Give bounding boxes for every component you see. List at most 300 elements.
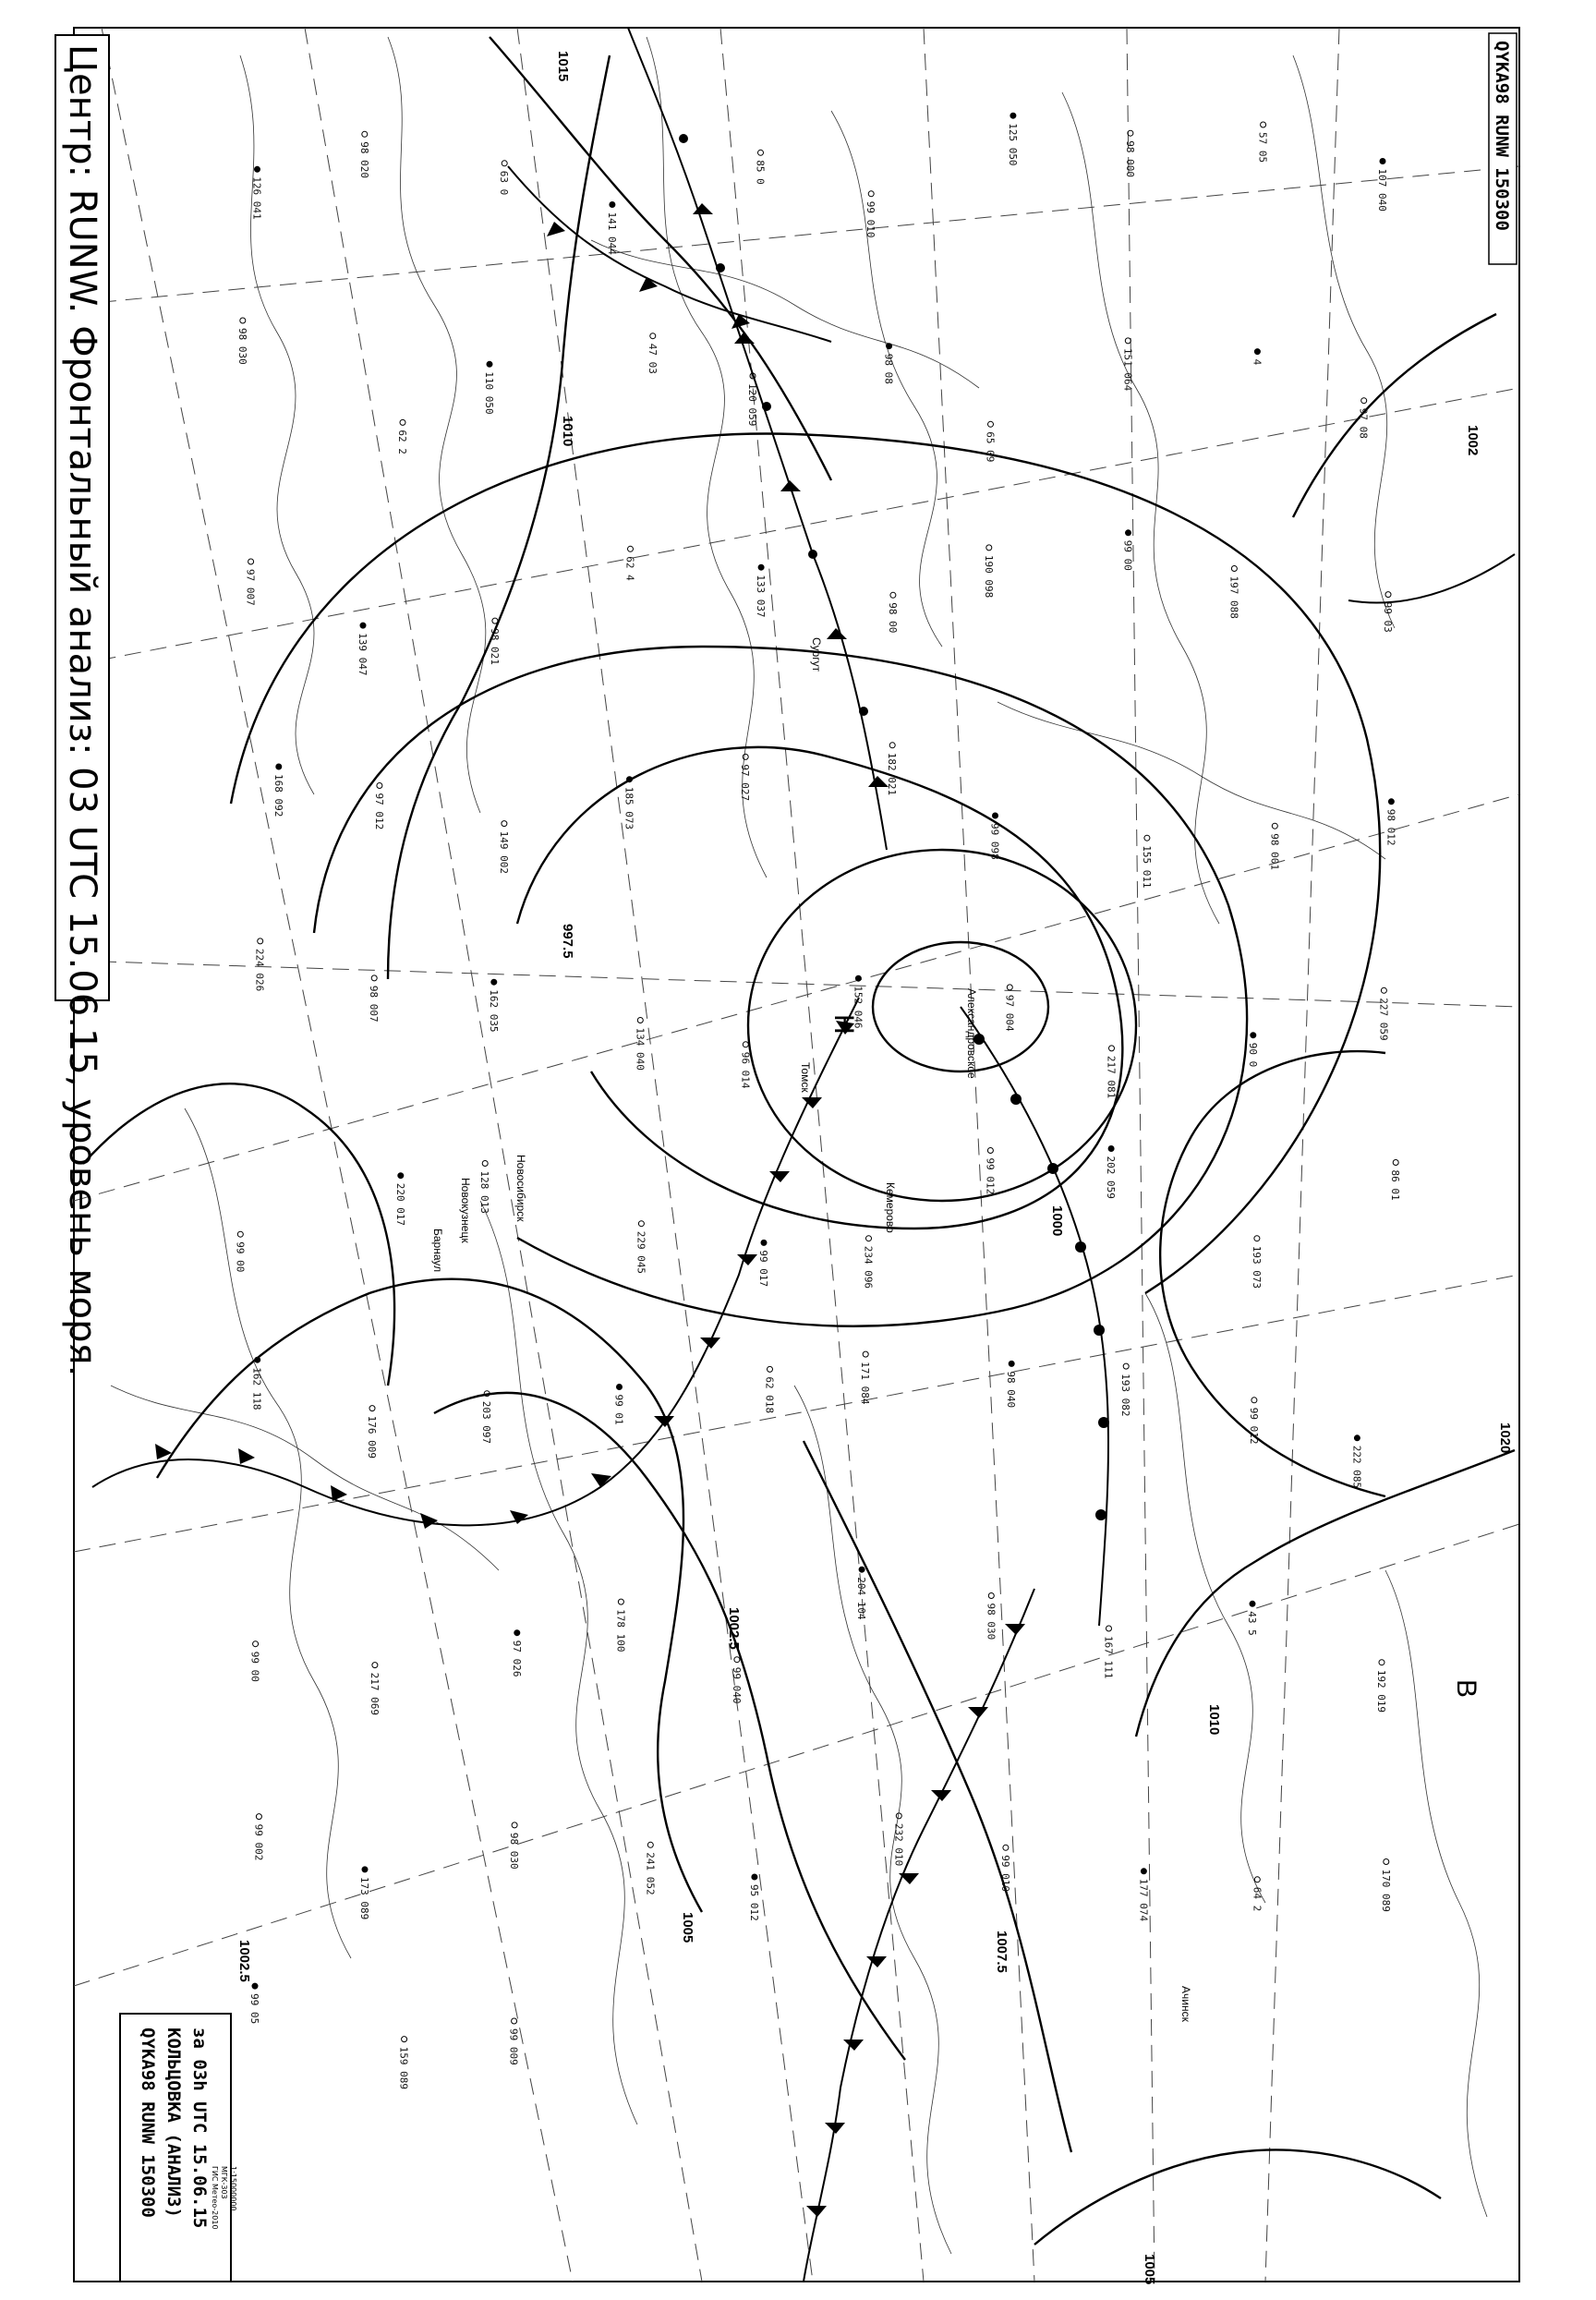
- isobar-997-5: [517, 747, 1122, 1229]
- station-value: 173 089: [358, 1876, 370, 1920]
- info-box-line2: КОЛЬЦОВКА (АНАЛИЗ): [163, 2028, 184, 2218]
- station-plot: [746, 373, 758, 426]
- station-plot: [1251, 349, 1263, 366]
- station-marker: [1272, 823, 1277, 829]
- station-marker: [1254, 1236, 1260, 1241]
- station-value: 192 019: [1375, 1669, 1387, 1713]
- isobar-1002-top: [1293, 314, 1496, 517]
- isobar-1002: [231, 433, 1380, 1293]
- isobar-label: 1002: [1465, 425, 1481, 456]
- station-plot: [368, 975, 380, 1023]
- station-value: 185 073: [623, 786, 635, 830]
- station-plot: [1247, 1033, 1259, 1068]
- station-marker: [628, 546, 634, 551]
- isobar-label: 1002.5: [236, 1940, 252, 1982]
- isobar-label: 1005: [1142, 2254, 1157, 2285]
- station-marker: [1126, 530, 1131, 536]
- place-name: Сургут: [810, 637, 823, 672]
- station-marker: [627, 777, 633, 782]
- station-marker: [482, 1161, 488, 1167]
- station-value: 217 081: [1105, 1055, 1118, 1099]
- station-value: 190 098: [982, 554, 995, 599]
- station-marker: [1003, 1845, 1009, 1850]
- station-value: 99 00: [234, 1241, 247, 1273]
- info-box-line1: QYKA98 RUNW 150300: [138, 2028, 158, 2218]
- station-value: 134 040: [634, 1027, 647, 1071]
- station-value: 99 03: [1382, 601, 1394, 633]
- station-value: 95 012: [747, 1884, 760, 1921]
- station-plot: [1248, 1398, 1260, 1445]
- station-marker: [369, 1406, 375, 1411]
- station-marker: [1380, 159, 1385, 164]
- station-marker: [1261, 122, 1266, 127]
- station-plot: [1257, 122, 1269, 163]
- station-marker: [256, 1814, 261, 1820]
- station-marker: [855, 975, 861, 981]
- station-marker: [1354, 1435, 1360, 1441]
- info-box: [120, 2014, 237, 2282]
- station-marker: [1231, 566, 1237, 572]
- isobar-label: 1020: [1497, 1422, 1513, 1454]
- station-plot: [272, 764, 284, 817]
- station-plot: [755, 564, 767, 617]
- station-marker: [758, 150, 764, 155]
- station-marker: [1384, 1859, 1389, 1865]
- station-plot: [1389, 1160, 1401, 1201]
- info-box-line3: за 03h UTC 15.06.15: [189, 2028, 210, 2229]
- station-marker: [514, 1630, 520, 1636]
- station-value: 227 059: [1377, 998, 1390, 1041]
- station-plot: [398, 2037, 410, 2089]
- station-plot: [1251, 1236, 1263, 1289]
- station-marker: [1250, 1601, 1255, 1606]
- station-plot: [624, 546, 636, 581]
- station-plot: [511, 1630, 523, 1677]
- station-value: 65 09: [984, 431, 997, 463]
- station-value: 162 118: [250, 1367, 263, 1410]
- station-marker: [253, 1641, 259, 1647]
- station-marker: [617, 1385, 623, 1390]
- geography-lines: [111, 37, 1487, 2254]
- station-value: 204 104: [855, 1577, 868, 1620]
- station-plot: [498, 161, 510, 196]
- station-plot: [358, 131, 370, 178]
- station-marker: [889, 743, 895, 748]
- station-plot: [248, 1983, 260, 2024]
- station-value: 99 05: [248, 1993, 260, 2025]
- station-plot: [1377, 987, 1389, 1040]
- station-plot: [755, 150, 767, 185]
- station-plot: [985, 1593, 997, 1640]
- station-plot: [859, 1351, 871, 1405]
- station-value: 62 4: [623, 556, 636, 581]
- station-plot: [623, 777, 635, 829]
- station-value: 193 082: [1119, 1374, 1132, 1417]
- station-value: 234 096: [862, 1245, 875, 1289]
- isobar-1015: [490, 37, 831, 480]
- station-plot: [614, 1599, 626, 1652]
- station-plot: [1007, 113, 1019, 165]
- station-plot: [1251, 1877, 1263, 1912]
- station-marker: [743, 754, 748, 759]
- station-marker: [610, 202, 615, 208]
- station-marker: [276, 764, 282, 769]
- station-marker: [362, 131, 368, 137]
- station-value: 203 097: [480, 1400, 493, 1445]
- station-marker: [502, 821, 507, 827]
- station-value: 241 052: [644, 1852, 657, 1895]
- station-plot: [644, 1842, 656, 1894]
- station-plot: [1358, 398, 1370, 439]
- station-value: 98 012: [1384, 808, 1397, 846]
- station-value: 97 027: [739, 764, 752, 802]
- header-code-group: [1489, 33, 1517, 264]
- station-value: 220 017: [393, 1182, 406, 1227]
- station-marker: [993, 813, 998, 818]
- isobar-label: 1002.5: [726, 1607, 742, 1650]
- station-value: 155 011: [1140, 845, 1153, 889]
- station-marker: [1254, 349, 1260, 355]
- station-value: 177 074: [1137, 1878, 1150, 1922]
- station-marker: [512, 1822, 517, 1828]
- station-value: 171 084: [859, 1362, 872, 1405]
- station-plot: [373, 783, 385, 830]
- station-value: 232 010: [892, 1822, 905, 1867]
- station-plot: [886, 743, 898, 795]
- station-marker: [487, 361, 492, 367]
- coordinate-grid: [74, 28, 1519, 2285]
- station-plot: [984, 1148, 996, 1195]
- station-marker: [1106, 1626, 1112, 1631]
- station-plot: [251, 1357, 263, 1410]
- front-right-upper: [1348, 554, 1515, 603]
- station-plot: [606, 202, 618, 256]
- station-value: 62 018: [763, 1376, 776, 1414]
- station-value: 99 012: [1247, 1407, 1260, 1445]
- station-marker: [866, 1236, 872, 1241]
- station-marker: [491, 979, 497, 985]
- station-marker: [1109, 1046, 1115, 1051]
- station-plot: [985, 421, 997, 462]
- station-plot: [357, 623, 369, 675]
- station-value: 98 030: [236, 328, 248, 365]
- station-plot: [1376, 159, 1388, 212]
- station-plot: [358, 1867, 370, 1919]
- station-plot: [647, 333, 659, 374]
- station-value: 86 01: [1389, 1169, 1402, 1201]
- station-marker: [1379, 1660, 1384, 1665]
- station-value: 63 0: [498, 170, 511, 196]
- fronts: [92, 28, 1515, 2285]
- station-marker: [863, 1351, 868, 1357]
- isobars: [83, 37, 1515, 2245]
- station-marker: [618, 1599, 623, 1604]
- station-value: 168 092: [272, 774, 284, 817]
- station-value: 85 0: [754, 160, 767, 185]
- station-plot: [1227, 566, 1239, 619]
- station-value: 162 035: [487, 989, 500, 1033]
- station-marker: [1381, 987, 1386, 993]
- station-plot: [498, 821, 510, 874]
- station-plot: [863, 1236, 875, 1289]
- station-value: 159 089: [397, 2046, 410, 2089]
- station-marker: [986, 545, 992, 551]
- station-value: 99 040: [730, 1666, 743, 1704]
- station-marker: [377, 783, 382, 789]
- station-plot: [394, 1173, 406, 1226]
- station-marker: [248, 559, 254, 564]
- station-value: 98 000: [1123, 140, 1136, 177]
- station-plot: [251, 166, 263, 219]
- station-plot: [245, 559, 257, 606]
- station-marker: [1009, 1361, 1014, 1366]
- station-marker: [258, 938, 263, 944]
- station-value: 99 009: [507, 2028, 520, 2065]
- station-value: 99 002: [252, 1823, 265, 1861]
- isobar-high-closed: [1160, 1051, 1385, 1496]
- station-plot: [1382, 592, 1394, 633]
- station-plot: [1124, 130, 1136, 177]
- station-marker: [362, 1867, 368, 1872]
- isobar-label: 1000: [1049, 1205, 1065, 1237]
- station-value: 99 012: [984, 1157, 997, 1195]
- info-box-software-2: МГК-303: [220, 2166, 228, 2199]
- station-marker: [1388, 799, 1394, 805]
- station-marker: [371, 975, 377, 981]
- station-value: 97 026: [510, 1640, 523, 1677]
- isobar-label: 1010: [1206, 1704, 1222, 1736]
- station-plot: [249, 1641, 261, 1682]
- station-marker: [637, 1018, 643, 1023]
- station-marker: [1125, 338, 1130, 344]
- station-plot: [508, 2018, 520, 2065]
- station-value: 126 041: [250, 176, 263, 220]
- station-value: 193 073: [1250, 1245, 1263, 1289]
- station-value: 98 08: [882, 353, 895, 384]
- station-value: 110 050: [483, 371, 495, 415]
- station-value: 182 021: [886, 752, 899, 796]
- station-plot: [1141, 835, 1153, 888]
- isobar-label: 1015: [555, 51, 571, 82]
- station-value: 224 026: [253, 948, 266, 992]
- station-plot: [748, 1874, 760, 1921]
- low-center-label: Н: [828, 1014, 859, 1035]
- station-value: 176 009: [366, 1415, 378, 1459]
- high-center-label: В: [1451, 1679, 1481, 1699]
- occluded-front: [628, 28, 887, 850]
- station-marker: [758, 564, 764, 570]
- station-value: 57 05: [1256, 132, 1269, 163]
- station-value: 141 044: [605, 212, 618, 255]
- station-value: 98 020: [357, 141, 370, 179]
- station-plot: [852, 975, 864, 1028]
- station-plot: [634, 1018, 646, 1071]
- station-value: 149 002: [497, 830, 510, 874]
- station-plot: [757, 1240, 769, 1287]
- station-value: 98 007: [368, 985, 381, 1023]
- station-plot: [1105, 1146, 1117, 1199]
- station-marker: [1108, 1146, 1114, 1152]
- station-plot: [1268, 823, 1280, 870]
- station-marker: [402, 2037, 407, 2042]
- station-value: 98 021: [488, 628, 501, 665]
- station-plot: [1384, 799, 1396, 846]
- header-code: QYKA98 RUNW 150300: [1492, 41, 1512, 231]
- station-value: 167 111: [1102, 1636, 1115, 1679]
- station-plot: [1003, 985, 1015, 1032]
- station-marker: [1385, 592, 1391, 598]
- station-value: 99 00: [1121, 539, 1134, 571]
- station-marker: [647, 1842, 653, 1847]
- station-marker: [868, 191, 874, 197]
- station-value: 99 00: [248, 1651, 261, 1682]
- station-value: 98 030: [508, 1832, 521, 1870]
- isobar-1005-bottom: [1034, 2149, 1441, 2245]
- station-value: 125 050: [1006, 123, 1019, 166]
- station-value: 128 013: [478, 1170, 491, 1214]
- station-value: 98 040: [1005, 1371, 1018, 1409]
- station-value: 197 088: [1227, 575, 1240, 619]
- place-name: Кемерово: [884, 1182, 897, 1233]
- station-marker: [255, 166, 260, 172]
- station-value: 139 047: [357, 633, 369, 676]
- station-plot: [887, 592, 899, 633]
- station-plot: [1122, 530, 1134, 571]
- station-plot: [892, 1813, 904, 1866]
- isobar-label: 1010: [560, 416, 575, 447]
- station-plot: [731, 1657, 743, 1704]
- station-plot: [613, 1385, 625, 1425]
- station-value: 152 046: [852, 986, 864, 1029]
- station-plot: [396, 419, 408, 454]
- station-plot: [764, 1366, 776, 1413]
- station-value: 229 045: [635, 1230, 647, 1275]
- station-marker: [255, 1357, 260, 1362]
- station-value: 133 037: [755, 575, 768, 618]
- station-plot: [983, 545, 995, 598]
- place-names: [431, 637, 1192, 2023]
- station-plot: [369, 1663, 381, 1715]
- station-value: 170 089: [1379, 1869, 1392, 1912]
- station-marker: [859, 1567, 864, 1572]
- station-marker: [1251, 1033, 1256, 1038]
- station-plot: [1119, 1363, 1131, 1416]
- station-plot: [1103, 1626, 1115, 1678]
- station-marker: [372, 1663, 378, 1668]
- station-plot: [234, 1231, 246, 1272]
- station-value: 222 085: [1350, 1445, 1363, 1489]
- info-box-software-3: 1:15000000: [229, 2166, 237, 2211]
- station-marker: [1361, 398, 1367, 404]
- station-plot: [488, 979, 500, 1032]
- isobar-low-second: [748, 850, 1136, 1201]
- station-plot: [1246, 1601, 1258, 1636]
- station-plot: [1005, 1361, 1017, 1408]
- station-marker: [1144, 835, 1150, 841]
- station-plot: [366, 1406, 378, 1459]
- station-value: 217 069: [368, 1672, 381, 1715]
- station-value: 99 01: [612, 1394, 625, 1425]
- station-marker: [1007, 985, 1012, 990]
- station-plot: [883, 344, 895, 384]
- station-marker: [237, 1231, 243, 1237]
- station-value: 4: [1251, 358, 1264, 366]
- station-marker: [768, 1366, 773, 1372]
- station-marker: [492, 618, 498, 623]
- station-value: 98 00: [886, 602, 899, 634]
- isobar-label: 997.5: [560, 924, 575, 959]
- station-value: 120 059: [746, 383, 758, 427]
- station-value: 178 100: [614, 1609, 627, 1652]
- station-value: 107 040: [1376, 168, 1388, 212]
- place-name: Томск: [799, 1062, 812, 1093]
- station-plot: [480, 1391, 492, 1444]
- place-name: Новокузнецк: [459, 1178, 472, 1243]
- info-box-software-1: ГИС Метео-2010: [211, 2166, 219, 2230]
- station-plot: [635, 1221, 647, 1274]
- station-marker: [1251, 1398, 1257, 1403]
- map-title: Центр: RUNW. Фронтальный анализ: 03 UTC 15.06.15, уровень моря.: [61, 44, 103, 1377]
- station-plot: [1350, 1435, 1362, 1488]
- station-marker: [734, 1657, 740, 1663]
- place-name: Барнаул: [431, 1229, 444, 1273]
- station-marker: [398, 1173, 404, 1179]
- station-plot: [864, 191, 877, 238]
- station-marker: [1141, 1869, 1146, 1874]
- station-marker: [502, 161, 507, 166]
- station-value: 96 014: [739, 1051, 752, 1089]
- station-marker: [638, 1221, 644, 1227]
- station-plot: [1121, 338, 1133, 392]
- station-marker: [988, 1593, 994, 1599]
- station-value: 62 2: [396, 430, 408, 454]
- station-marker: [512, 2018, 517, 2024]
- station-value: 99 098: [988, 823, 1001, 860]
- station-plot: [236, 318, 248, 365]
- station-plot: [1380, 1859, 1392, 1912]
- station-value: 97 007: [244, 569, 257, 606]
- station-plot: [999, 1845, 1011, 1892]
- station-marker: [1010, 113, 1016, 118]
- station-value: 99 017: [757, 1250, 769, 1288]
- station-value: 99 010: [998, 1855, 1011, 1893]
- place-name: Ачинск: [1179, 1986, 1192, 2022]
- station-marker: [360, 623, 366, 628]
- station-value: 97 004: [1003, 994, 1016, 1032]
- isobar-1005: [83, 1083, 394, 1386]
- station-value: 97 08: [1357, 407, 1370, 439]
- station-plot: [489, 618, 501, 665]
- station-marker: [761, 1240, 767, 1245]
- map-title-group: [55, 35, 109, 1376]
- station-marker: [743, 1042, 748, 1047]
- station-value: 47 03: [646, 343, 659, 374]
- station-marker: [1254, 1877, 1260, 1882]
- station-plot: [478, 1161, 490, 1214]
- station-marker: [890, 592, 896, 598]
- station-value: 98 001: [1268, 833, 1281, 870]
- station-plot: [855, 1567, 867, 1620]
- place-name: Александровское: [965, 988, 978, 1079]
- station-value: 98 030: [985, 1603, 998, 1640]
- station-plot: [739, 754, 751, 801]
- station-plot: [483, 361, 495, 414]
- isobar-1005-b: [434, 1393, 905, 2060]
- station-marker: [650, 333, 656, 339]
- station-plot: [1137, 1869, 1149, 1922]
- isobar-label: 1007.5: [994, 1931, 1010, 1973]
- pressure-centers: [828, 1014, 1481, 1698]
